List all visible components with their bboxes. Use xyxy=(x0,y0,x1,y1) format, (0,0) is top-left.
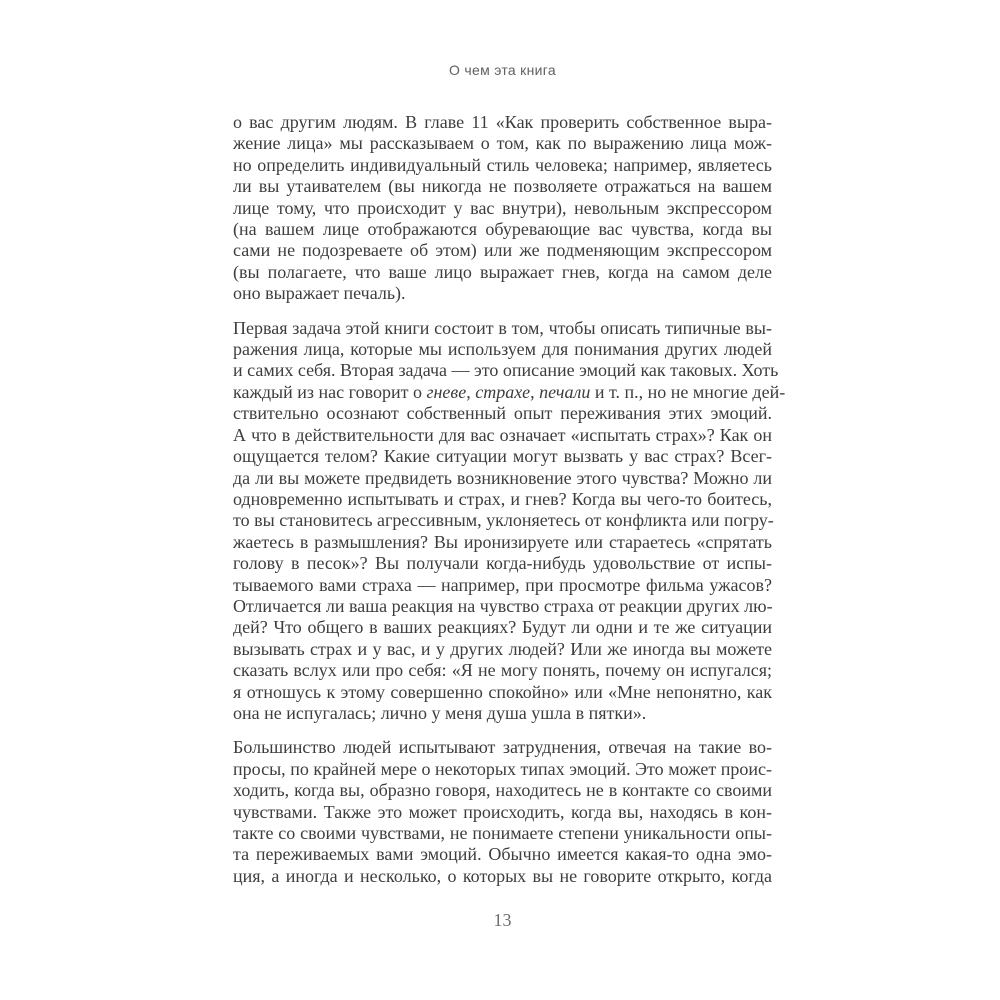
text-line: дей? Что общего в ваших реакциях? Будут ли одни и те же ситуации xyxy=(233,617,772,638)
emphasized-term: страхе xyxy=(475,381,531,402)
text-line: Большинство людей испытывают затруднения, отвечая на такие во- xyxy=(233,737,772,758)
text-line: (вы полагаете, что ваше лицо выражает гнев, когда на самом деле xyxy=(233,261,772,282)
text-line: ражения лица, которые мы используем для понимания других людей xyxy=(233,339,772,360)
text-line: то вы становитесь агрессивным, уклоняетесь от конфликта или погру- xyxy=(233,510,774,531)
text-line: Отличается ли ваша реакция на чувство страха от реакции других лю- xyxy=(233,595,773,616)
text-line: да ли вы можете предвидеть возникновение этого чувства? Можно ли xyxy=(233,467,772,488)
text-line: вызывать страх и у вас, и у других людей? Или же иногда вы можете xyxy=(233,638,772,659)
paragraph xyxy=(233,737,772,887)
text-line: Первая задача этой книги состоит в том, чтобы описать типичные вы- xyxy=(233,317,772,338)
running-head: О чем эта книга xyxy=(449,62,556,78)
text-segment: и т. п., но не многие дей- xyxy=(590,381,786,402)
text-line: ствительно осознают собственный опыт переживания этих эмоций. xyxy=(233,403,772,424)
text-line: и самих себя. Вторая задача — это описание эмоций как таковых. Хоть xyxy=(233,360,779,381)
text-line: одновременно испытывать и страх, и гнев? Когда вы чего-то боитесь, xyxy=(233,488,772,509)
text-line: жаетесь в размышления? Вы иронизируете или стараетесь «спрятать xyxy=(233,531,772,552)
text-line: ли вы утаивателем (вы никогда не позволяете отражаться на вашем xyxy=(233,176,772,197)
text-line: такте со своими чувствами, не понимаете степени уникальности опы- xyxy=(233,823,772,843)
text-line: ощущается телом? Какие ситуации могут вызвать у вас страх? Всег- xyxy=(233,446,772,467)
page-number: 13 xyxy=(493,910,512,930)
text-line: голову в песок»? Вы получали когда-нибудь удовольствие от испы- xyxy=(233,553,772,574)
text-line xyxy=(233,381,786,403)
text-segment: , xyxy=(530,381,540,402)
text-line: сказать вслух или про себя: «Я не могу понять, почему он испугался; xyxy=(233,660,772,681)
text-line: лице тому, что происходит у вас внутри), невольным экспрессором xyxy=(233,197,772,218)
text-line: (на вашем лице отображаются обуревающие вас чувства, когда вы xyxy=(233,219,772,240)
text-line: ция, а иногда и несколько, о которых вы не говорите открыто, когда xyxy=(233,865,772,886)
paragraph xyxy=(233,112,772,305)
text-line: та переживаемых вами эмоций. Обычно имеется какая-то одна эмо- xyxy=(233,844,772,865)
text-line: просы, по крайней мере о некоторых типах эмоций. Это может проис- xyxy=(233,758,772,779)
text-line: о вас другим людям. В главе 11 «Как проверить собственное выра- xyxy=(233,112,772,132)
text-segment: , xyxy=(466,381,476,402)
text-line: А что в действительности для вас означает «испытать страх»? Как он xyxy=(233,424,772,445)
text-line: я отношусь к этому совершенно спокойно» или «Мне непонятно, как xyxy=(233,681,772,702)
text-column xyxy=(233,112,786,887)
text-line: чувствами. Также это может происходить, когда вы, находясь в кон- xyxy=(233,801,772,822)
text-line: но определить индивидуальный стиль человека; например, являетесь xyxy=(233,154,772,175)
emphasized-term: гневе xyxy=(426,381,467,402)
text-line: оно выражает печаль). xyxy=(233,283,406,304)
text-line: сами не подозреваете об этом) или же подменяющим экспрессором xyxy=(233,240,772,261)
text-line: она не испугалась; лично у меня душа ушла в пятки». xyxy=(233,702,647,723)
text-segment: каждый из нас говорит о xyxy=(233,381,427,402)
emphasized-term: печали xyxy=(539,381,591,402)
text-line: тываемого вами страха — например, при просмотре фильма ужасов? xyxy=(233,574,772,595)
paragraph xyxy=(233,317,786,725)
text-line: жение лица» мы рассказываем о том, как по выражению лица мож- xyxy=(233,133,772,154)
text-line: ходить, когда вы, образно говоря, находитесь не в контакте со своими xyxy=(233,780,772,801)
